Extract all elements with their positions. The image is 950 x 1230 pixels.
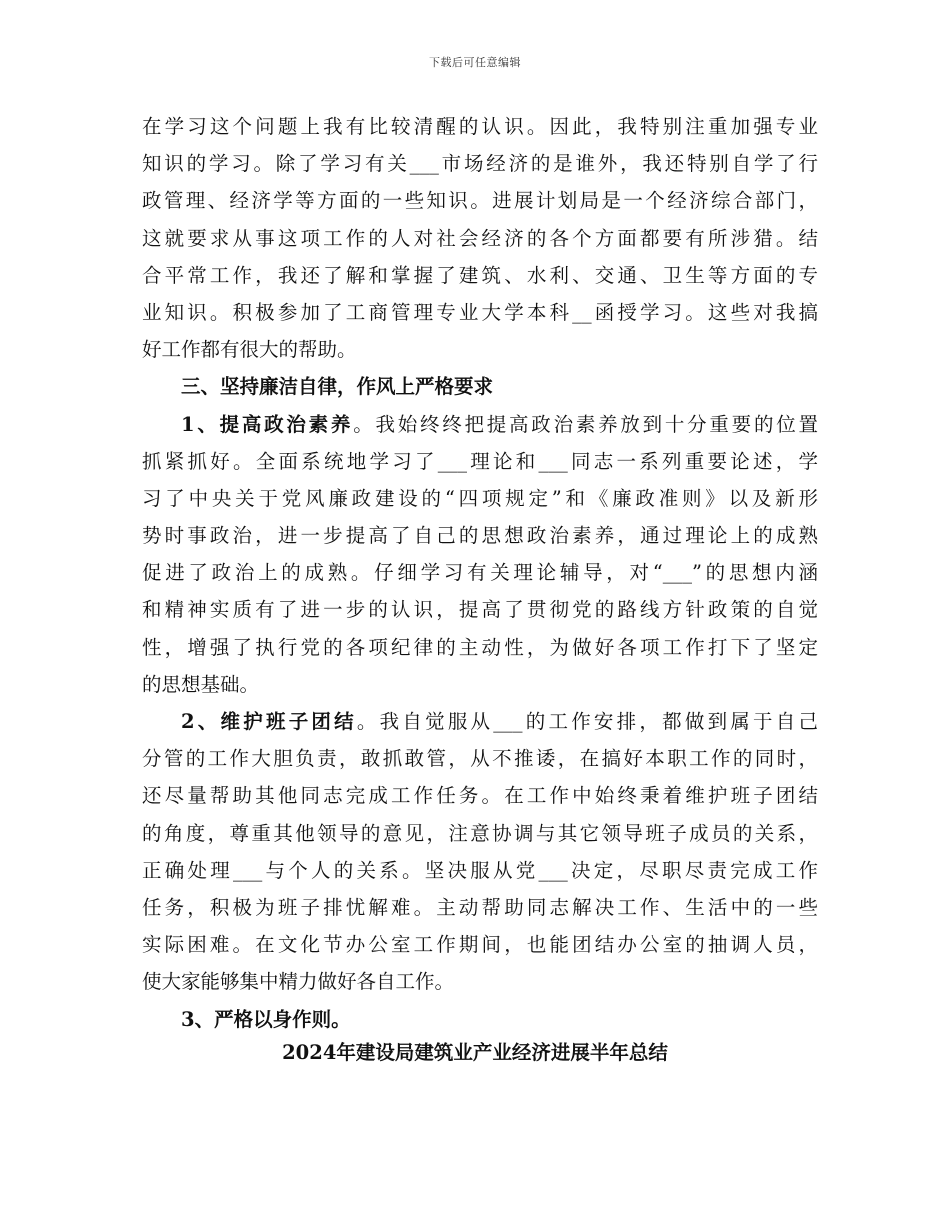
text-line: 势时事政治，进一步提高了自己的思想政治素养，通过理论上的成熟: [142, 524, 818, 548]
item-heading: 2、维护班子团结: [181, 710, 357, 733]
text-line: 的思想基础。: [142, 672, 260, 696]
text-run: 。我自觉服从___的工作安排，都做到属于自己: [356, 710, 818, 733]
text-line: 分管的工作大胆负责，敢抓敢管，从不推诿，在搞好本职工作的同时，: [142, 747, 818, 771]
document-title: 2024年建设局建筑业产业经济进展半年总结: [282, 1041, 668, 1064]
text-line: 合平常工作，我还了解和掌握了建筑、水利、交通、卫生等方面的专: [142, 263, 818, 287]
paragraph-study: [142, 108, 818, 368]
text-line: 和精神实质有了进一步的认识，提高了贯彻党的路线方针政策的自觉: [142, 598, 818, 622]
text-line: 业知识。积极参加了工商管理专业大学本科__函授学习。这些对我搞: [142, 300, 818, 324]
text-line: 好工作都有很大的帮助。: [142, 338, 357, 362]
text-line: 习了中央关于党风廉政建设的“四项规定”和《廉政准则》以及新形: [142, 486, 818, 510]
document-body: [142, 108, 818, 1038]
paragraph-team-unity: [142, 703, 818, 1001]
section-heading: 三、坚持廉洁自律，作风上严格要求: [181, 375, 494, 399]
text-line: 任务，积极为班子排忧解难。主动帮助同志解决工作、生活中的一些: [142, 895, 818, 919]
paragraph-first-line: [142, 406, 818, 443]
text-line: 抓紧抓好。全面系统地学习了___理论和___同志一系列重要论述，学: [142, 449, 818, 473]
item-heading: 1、提高政治素养: [181, 412, 354, 436]
text-line: 的角度，尊重其他领导的意见，注意协调与其它领导班子成员的关系，: [142, 821, 818, 845]
text-line: 这就要求从事这项工作的人对社会经济的各个方面都要有所涉猎。结: [142, 226, 818, 250]
paragraph-political-quality: [142, 406, 818, 704]
item-heading: 3、严格以身作则。: [181, 1007, 351, 1031]
text-run: 。我始终终把提高政治素养放到十分重要的位置: [353, 412, 818, 436]
text-line: 性，增强了执行党的各项纪律的主动性，为做好各项工作打下了坚定: [142, 635, 818, 659]
text-line: 还尽量帮助其他同志完成工作任务。在工作中始终秉着维护班子团结: [142, 784, 818, 808]
text-line: 正确处理___与个人的关系。坚决服从党___决定，尽职尽责完成工作: [142, 858, 818, 882]
paragraph-first-line: [142, 703, 818, 740]
text-line: 在学习这个问题上我有比较清醒的认识。因此，我特别注重加强专业: [142, 115, 818, 138]
text-line: 政管理、经济学等方面的一些知识。进展计划局是一个经济综合部门，: [142, 189, 818, 213]
page-header: 下载后可任意编辑: [429, 56, 521, 69]
text-line: 使大家能够集中精力做好各自工作。: [142, 970, 455, 994]
text-line: 促进了政治上的成熟。仔细学习有关理论辅导，对“___”的思想内涵: [142, 561, 818, 585]
text-line: 实际困难。在文化节办公室工作期间，也能团结办公室的抽调人员，: [142, 933, 818, 957]
text-line: 知识的学习。除了学习有关___市场经济的是谁外，我还特别自学了行: [142, 152, 818, 176]
